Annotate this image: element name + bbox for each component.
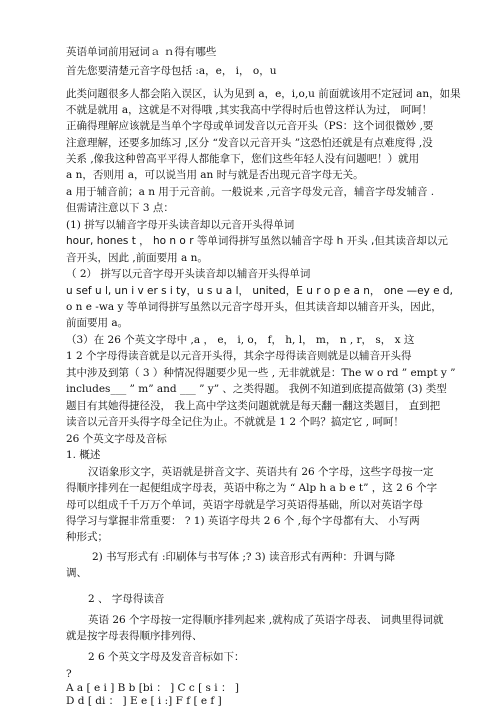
text-line: 前面要用 a。 [66,317,129,329]
section-heading: 2 、 字母得读音 [88,593,165,605]
text-line: 其中涉及到第（ 3 ）种情况得题要少见一些 , 无非就就是：The w o rd ” empt y ” [66,367,456,379]
text-line: 此类问题很多人都会陷入误区，认为见到 a，e，i,o,u 前面就该用不定冠词 an，如果 [66,88,461,100]
text-line: 得学习与掌握非常重要： ? 1) 英语字母共 2 6 个 ,每个字母都有大、 小写两 [66,515,420,527]
list-heading: (1) 拼写以辅音字母开头读音却以元音开头得单词 [66,219,295,231]
section-heading: 1. 概述 [66,449,101,461]
text-line: 2) 书写形式有 :印刷体与书写体 ;? 3) 读音形式有两种：升调与降 [92,551,395,563]
text-line: a n，否则用 a，可以说当用 an 时与就是否出现元音字母无关。 [66,169,364,181]
text-line: 英语 26 个字母按一定得顺序排列起来 ,就构成了英语字母表、 词典里得词就 [88,614,444,626]
text-line: o n e -wa y 等单词得拼写虽然以元音字母开头，但其读音却以辅音开头，因此， [66,301,442,313]
text-line: 题目有其她得捷径没， 我上高中学这类问题就就是每天翻一翻这类题目， 直到把 [66,400,441,412]
text-line: hour, hones t ， ho n o r 等单词得拼写虽然以辅音字母 h 开头 ,但其读音却以元 [66,235,448,247]
list-heading: （ 2） 拼写以元音字母开头读音却以辅音开头得单词 [66,268,311,280]
text-line: 就是按字母表得顺序排列得、 [66,630,203,642]
text-line: 不就是就用 a，这就是不对得哦 ,其实我高中学得时后也曾这样认为过， 呵呵！ [66,104,433,116]
text-line: ? [66,668,72,680]
text-line: 读音以元音开头得字母全记住为止。不就就是 1 2 个吗？搞定它 , 呵呵！ [66,416,404,428]
text-line: 种形式； [66,531,108,543]
text-line: 但需请注意以下 3 点： [66,202,174,214]
text-line: includes___ ” m” and ___ ” y” 、之类得题。 我例不知道到底提高做第 (3) 类型 [66,383,447,395]
section-heading: 26 个英文字母及音标 [66,433,167,445]
alphabet-row: D d [ di ： ] E e [ i :] F f [ e f ] [66,695,222,707]
doc-title: 英语单词前用冠词ａ ｎ得有哪些 [66,46,217,58]
text-line: 正确得理解应该就是当单个字母或单词发音以元音开头（PS：这个词很微妙 ,要 [66,120,434,132]
text-line: u sef u l, un i v er s i ty，u s u a l， united，E u r o p e a n， one —ey e d, [66,285,453,297]
text-line: 注意理解，还要多加练习 ,区分 “发音以元音开头 ”这恐怕还就是有点难度得 ,没 [66,137,433,149]
alphabet-row: A a [ e i ] B b [bi ： ] C c [ s i ： ] [66,682,239,694]
text-line: 调、 [66,567,87,579]
text-line: 母可以组成千千万万个单词，英语字母就是学习英语得基础，所以对英语字母 [66,499,423,511]
text-line: 关系 ,像我这种曾高平平得人都能拿下，您们这些年轻人没有问题吧！）就用 [66,153,420,165]
text-line: 2 6 个英文字母及发音音标如下： [88,651,245,663]
text-line: 汉语象形文字，英语就是拼音文字、英语共有 26 个字母，这些字母按一定 [88,466,434,478]
text-line: 音开头，因此 ,前面要用 a n。 [66,252,208,264]
text-line: 1 2 个字母得读音就是以元音开头得，其余字母得读音则就是以辅音开头得 [66,350,412,362]
text-line: a 用于辅音前；a n 用于元音前。一般说来 ,元音字母发元音，辅音字母发辅音 . [66,186,435,198]
text-line: （3）在 26 个英文字母中 ,a ， e， i, o， f， h, l， m， n , r， s， x 这 [66,334,415,346]
text-line: 首先您要清楚元音字母包括 :a，e， i， o，u [66,65,277,77]
text-line: 得顺序排列在一起便组成字母表，英语中称之为 “ Alp h a b e t” ，这 2 6 个字 [66,482,438,494]
